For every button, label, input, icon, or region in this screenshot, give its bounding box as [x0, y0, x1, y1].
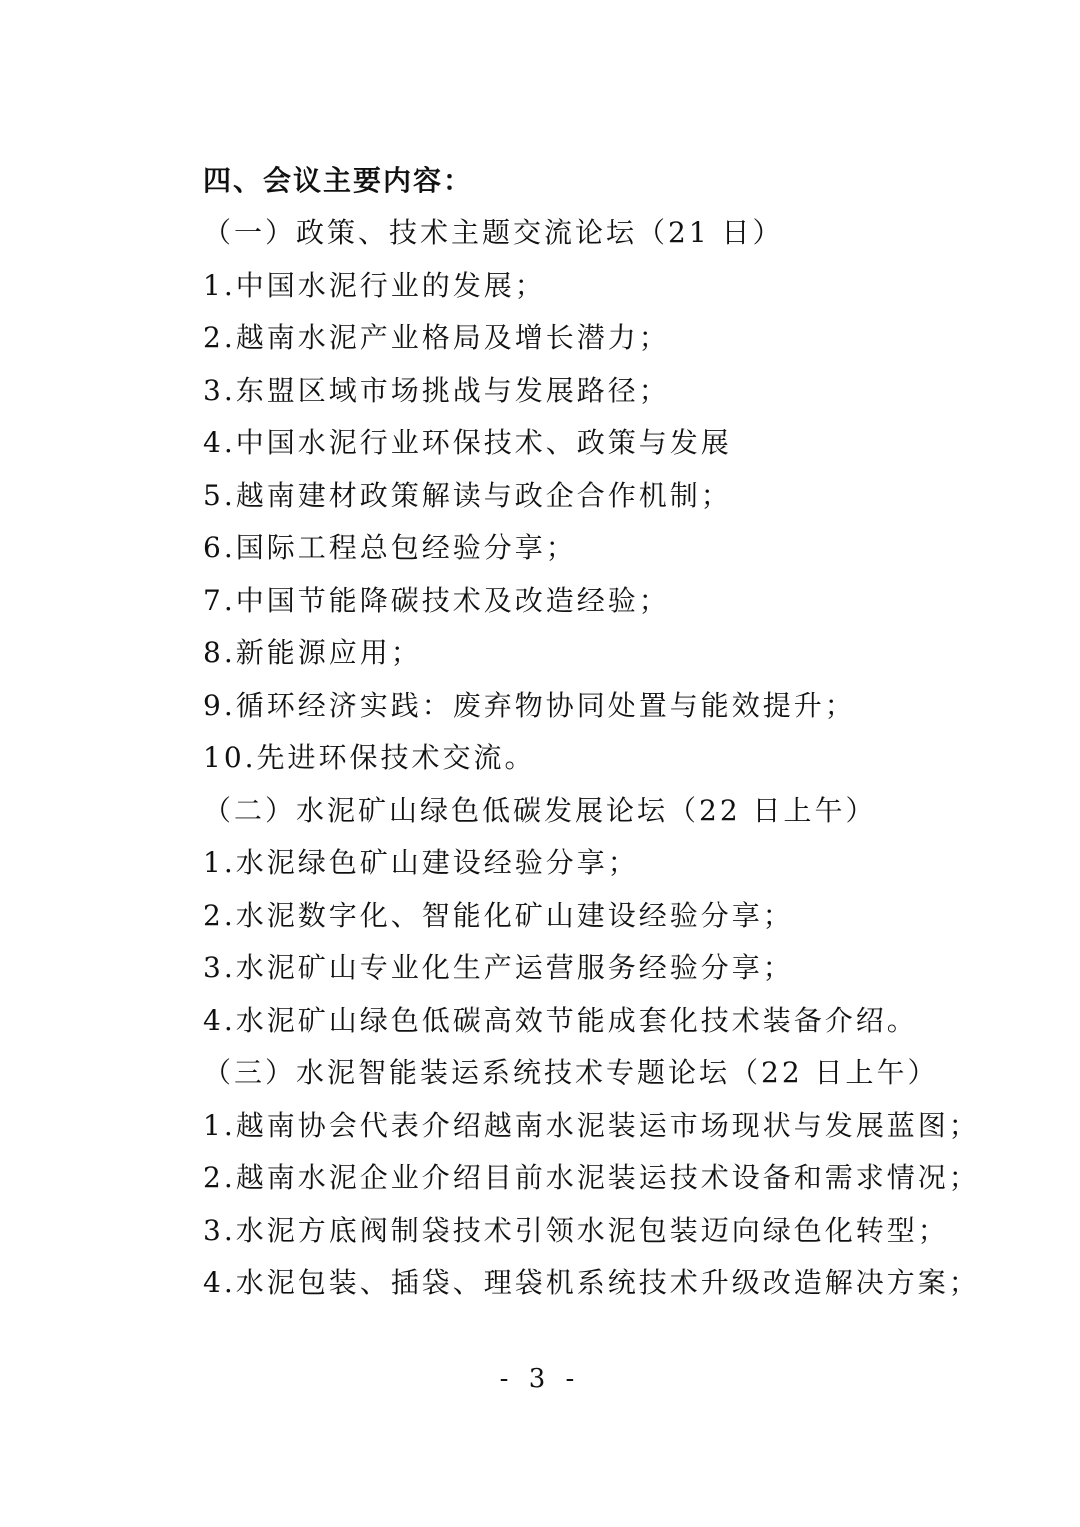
list-item: 7.中国节能降碳技术及改造经验；	[203, 583, 670, 617]
section-3-title: （三）水泥智能装运系统技术专题论坛（22 日上午）	[203, 1056, 939, 1089]
list-item: 5.越南建材政策解读与政企合作机制；	[203, 478, 732, 512]
list-item: 3.东盟区域市场挑战与发展路径；	[203, 373, 670, 407]
section-heading: 四、会议主要内容：	[203, 164, 474, 197]
page-number: - 3 -	[499, 1364, 581, 1394]
section-2-title: （二）水泥矿山绿色低碳发展论坛（22 日上午）	[203, 793, 877, 827]
document-body	[203, 155, 980, 1310]
list-item: 4.水泥包装、插袋、理袋机系统技术升级改造解决方案；	[203, 1266, 980, 1299]
list-item: 1.越南协会代表介绍越南水泥装运市场现状与发展蓝图；	[203, 1108, 980, 1142]
list-item: 4.水泥矿山绿色低碳高效节能成套化技术装备介绍。	[203, 1003, 918, 1037]
list-item: 2.水泥数字化、智能化矿山建设经验分享；	[203, 898, 794, 932]
list-item: 2.越南水泥企业介绍目前水泥装运技术设备和需求情况；	[203, 1161, 980, 1194]
list-item: 4.中国水泥行业环保技术、政策与发展	[203, 426, 732, 459]
list-item: 1.水泥绿色矿山建设经验分享；	[203, 846, 639, 879]
list-item: 3.水泥方底阀制袋技术引领水泥包装迈向绿色化转型；	[203, 1213, 949, 1247]
list-item: 1.中国水泥行业的发展；	[203, 268, 546, 302]
list-item: 6.国际工程总包经验分享；	[203, 531, 577, 564]
list-item: 8.新能源应用；	[203, 636, 422, 669]
list-item: 3.水泥矿山专业化生产运营服务经验分享；	[203, 951, 794, 984]
section-1-title: （一）政策、技术主题交流论坛（21 日）	[203, 216, 784, 249]
list-item: 2.越南水泥产业格局及增长潜力；	[203, 321, 670, 354]
list-item: 10.先进环保技术交流。	[203, 741, 536, 774]
list-item: 9.循环经济实践：废弃物协同处置与能效提升；	[203, 688, 856, 722]
